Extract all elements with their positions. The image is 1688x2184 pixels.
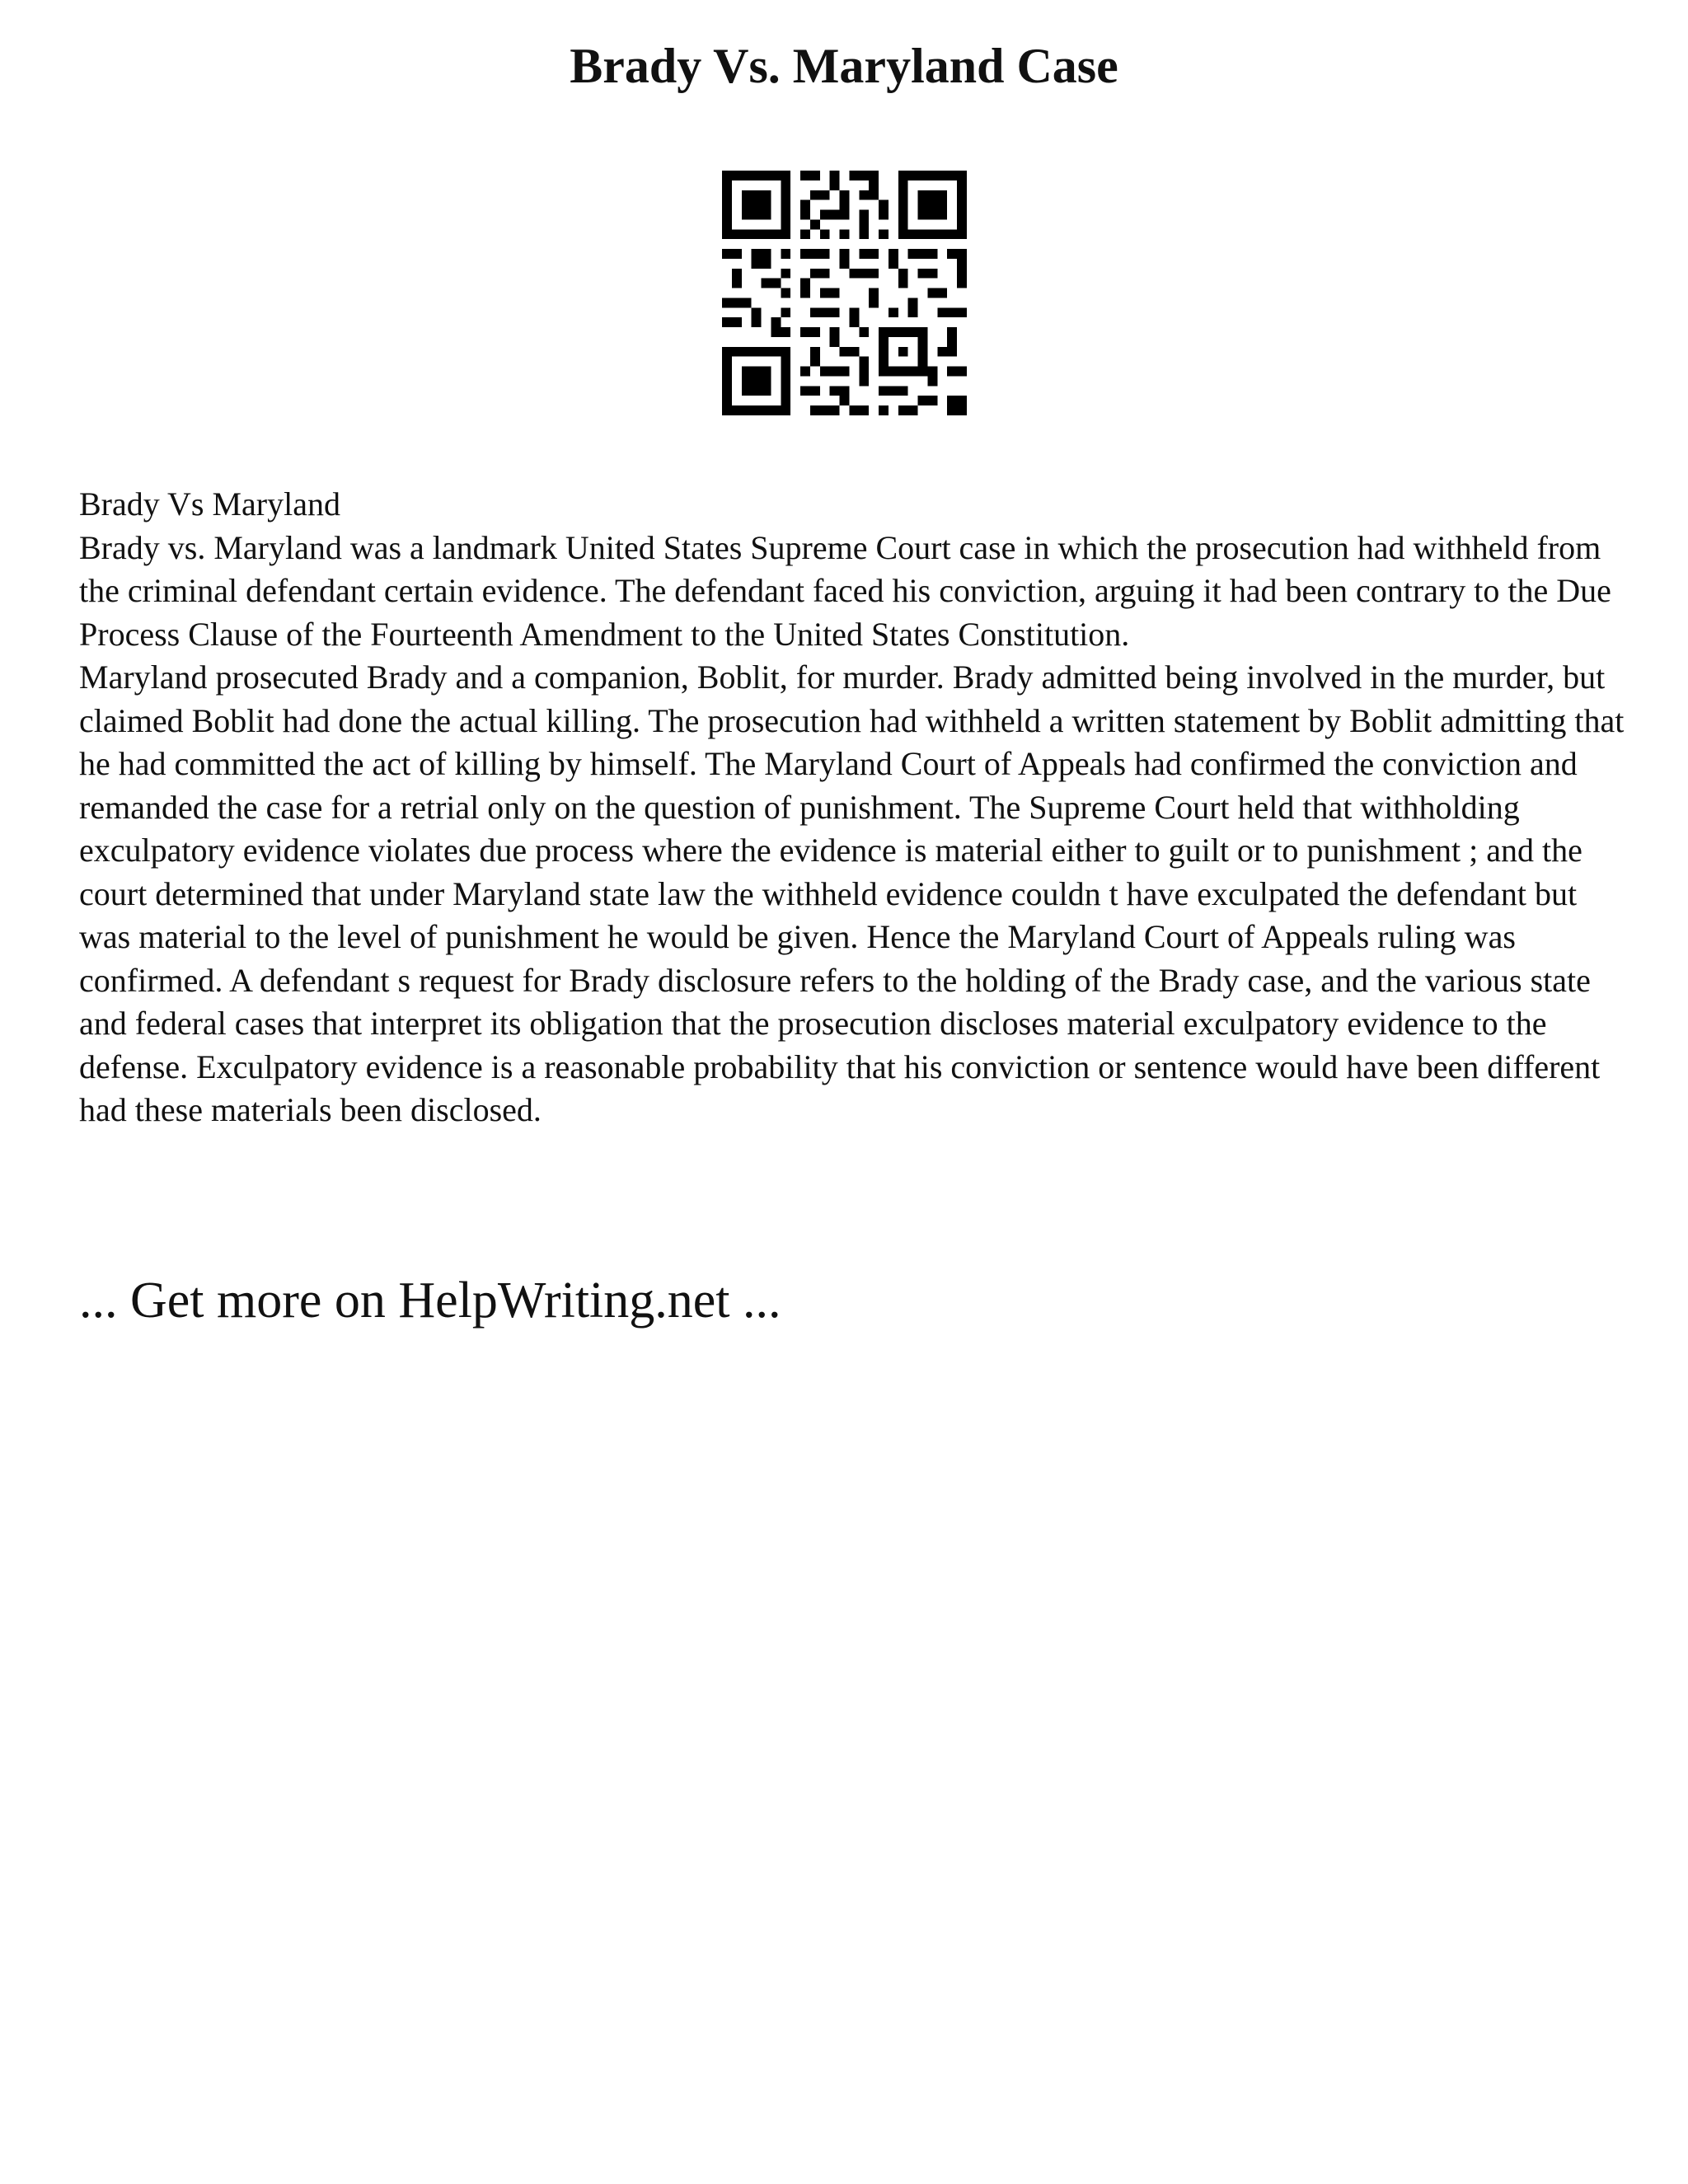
qr-code-icon	[722, 171, 967, 415]
qr-code-graphic	[722, 171, 967, 415]
paragraph-case-details: Maryland prosecuted Brady and a companion, Boblit, for murder. Brady admitted being involved in the murder, but claimed Boblit had done the actual killing. The prosecution had withheld a written statement by Boblit admitting that he had committed the act of killing by himself. The Maryland Court of Appeals had confirmed the conviction and remanded the case for a retrial only on the question of punishment. The Supreme Court held that withholding exculpatory evidence violates due process where the evidence is material either to guilt or to punishment ; and the court determined that under Maryland state law the withheld evidence couldn t have exculpated the defendant but was material to the level of punishment he would be given. Hence the Maryland Court of Appeals ruling was confirmed. A defendant s request for Brady disclosure refers to the holding of the Brady case, and the various state and federal cases that interpret its obligation that the prosecution discloses material exculpatory evidence to the defense. Exculpatory evidence is a reasonable probability that his conviction or sentence would have been different had these materials been disclosed.	[79, 658, 1625, 1128]
article-body	[79, 483, 1629, 1132]
article-heading: Brady Vs Maryland	[79, 485, 340, 523]
get-more-link[interactable]: ... Get more on HelpWriting.net ...	[79, 1272, 781, 1329]
paragraph-intro: Brady vs. Maryland was a landmark United States Supreme Court case in which the prosecution had withheld from the criminal defendant certain evidence. The defendant faced his conviction, arguing it had been contrary to the Due Process Clause of the Fourteenth Amendment to the United States Constitution.	[79, 528, 1611, 653]
page-title: Brady Vs. Maryland Case	[570, 39, 1118, 93]
